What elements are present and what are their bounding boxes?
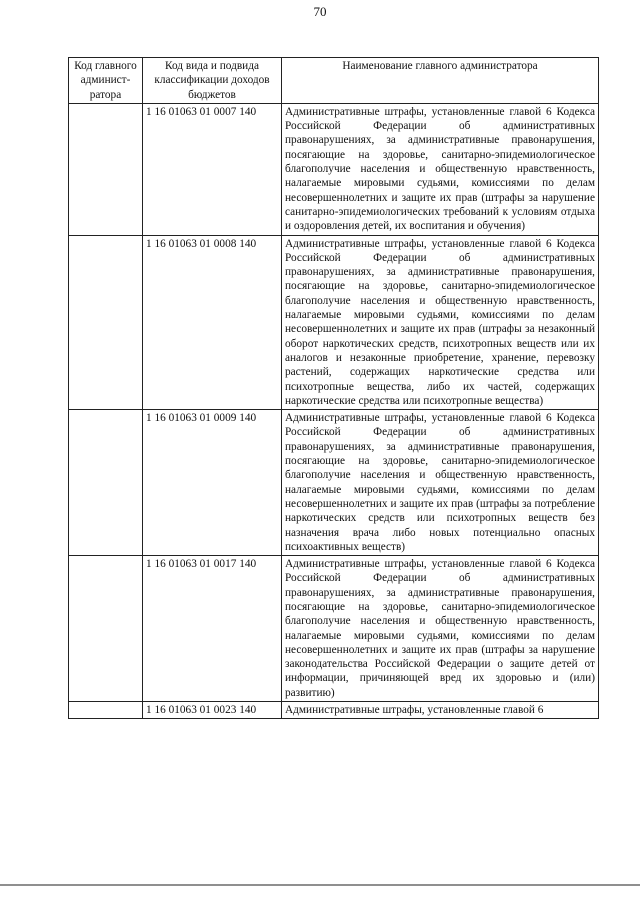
table-row bbox=[69, 103, 599, 235]
admin-code-cell bbox=[69, 235, 143, 410]
admin-code-cell bbox=[69, 103, 143, 235]
table-header-row bbox=[69, 58, 599, 104]
income-code-cell: 1 16 01063 01 0017 140 bbox=[143, 556, 282, 702]
header-admin-code: Код главного админист-ратора bbox=[69, 58, 143, 104]
table-row bbox=[69, 556, 599, 702]
admin-code-cell bbox=[69, 702, 143, 719]
admin-name-cell: Административные штрафы, установленные главой 6 Кодекса Российской Федерации об административных правонарушениях, за административные правонарушения, посягающие на здоровье, санитарно-эпидемиологическое благополучие населения и общественную нравственность, налагаемые мировыми судьями, комиссиями по делам несовершеннолетних и защите их прав (штрафы за незаконный оборот наркотических средств, психотропных веществ или их аналогов и незаконные приобретение, хранение, перевозку растений, содержащих наркотические средства или психотропные вещества, либо их частей, содержащих наркотические средства или психотропные вещества) bbox=[282, 235, 599, 410]
revenue-classification-table bbox=[68, 57, 599, 719]
table-row bbox=[69, 410, 599, 556]
income-code-cell: 1 16 01063 01 0009 140 bbox=[143, 410, 282, 556]
admin-name-cell: Административные штрафы, установленные главой 6 Кодекса Российской Федерации об административных правонарушениях, за административные правонарушения, посягающие на здоровье, санитарно-эпидемиологическое благополучие населения и общественную нравственность, налагаемые мировыми судьями, комиссиями по делам несовершеннолетних и защите их прав (штрафы за нарушение законодательства Российской Федерации о защите детей от информации, причиняющей вред их здоровью и (или) развитию) bbox=[282, 556, 599, 702]
admin-code-cell bbox=[69, 556, 143, 702]
table-row bbox=[69, 235, 599, 410]
header-admin-name: Наименование главного администратора bbox=[282, 58, 599, 104]
income-code-cell: 1 16 01063 01 0007 140 bbox=[143, 103, 282, 235]
income-code-cell: 1 16 01063 01 0008 140 bbox=[143, 235, 282, 410]
admin-name-cell: Административные штрафы, установленные главой 6 Кодекса Российской Федерации об административных правонарушениях, за административные правонарушения, посягающие на здоровье, санитарно-эпидемиологическое благополучие населения и общественную нравственность, налагаемые мировыми судьями, комиссиями по делам несовершеннолетних и защите их прав (штрафы за нарушение санитарно-эпидемиологических требований к условиям отдыха и оздоровления детей, их воспитания и обучения) bbox=[282, 103, 599, 235]
income-code-cell: 1 16 01063 01 0023 140 bbox=[143, 702, 282, 719]
admin-name-cell: Административные штрафы, установленные главой 6 bbox=[282, 702, 599, 719]
table-row bbox=[69, 702, 599, 719]
header-income-code: Код вида и подвида классификации доходов бюджетов bbox=[143, 58, 282, 104]
admin-code-cell bbox=[69, 410, 143, 556]
scan-bottom-edge bbox=[0, 884, 640, 886]
page-number: 70 bbox=[313, 4, 327, 19]
admin-name-cell: Административные штрафы, установленные главой 6 Кодекса Российской Федерации об административных правонарушениях, за административные правонарушения, посягающие на здоровье, санитарно-эпидемиологическое благополучие населения и общественную нравственность, налагаемые мировыми судьями, комиссиями по делам несовершеннолетних и защите их прав (штрафы за потребление наркотических средств или психотропных веществ без назначения врача либо новых потенциально опасных психоактивных веществ) bbox=[282, 410, 599, 556]
